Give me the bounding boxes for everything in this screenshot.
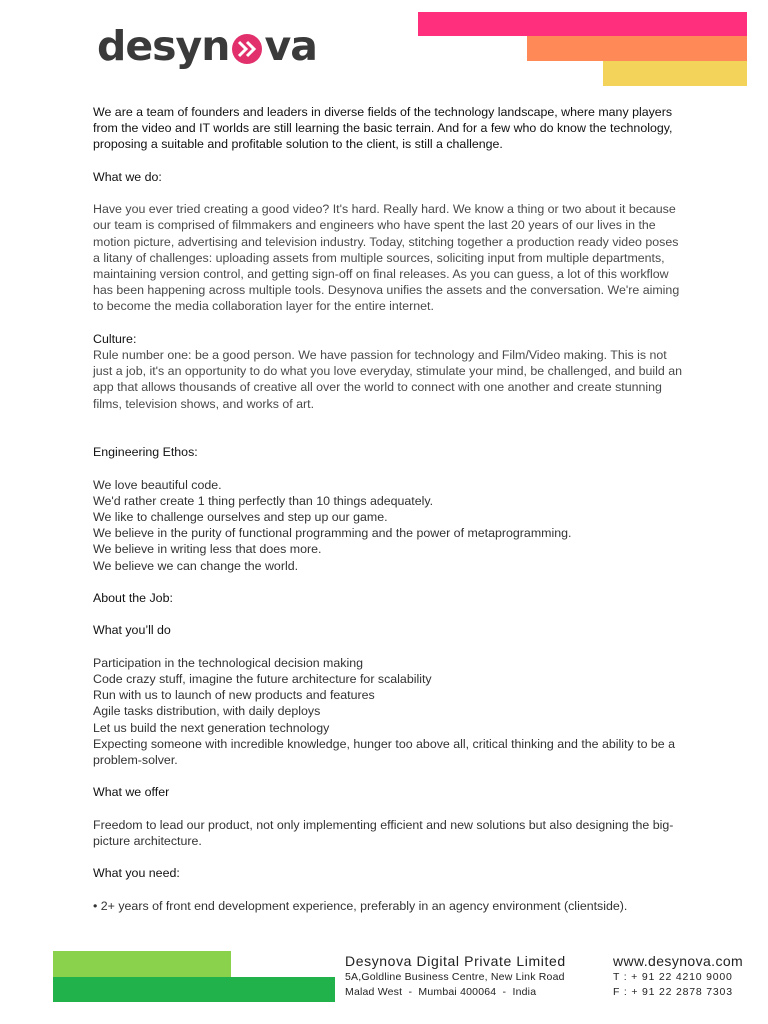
logo-play-icon <box>232 34 262 64</box>
responsibility-item: Code crazy stuff, imagine the future architecture for scalability <box>93 671 432 686</box>
intro-paragraph: We are a team of founders and leaders in diverse fields of the technology landscape, where many players from the video and IT worlds are still learning the basic terrain. And for a few who do know the technology, proposing a suitable and profitable solution to the client, is still a challenge. <box>93 105 673 152</box>
footer-website: www.desynova.com <box>613 953 744 969</box>
footer-phone: T : + 91 22 4210 9000 <box>613 971 733 983</box>
ethos-item: We believe in the purity of functional programming and the power of metaprogramming. <box>93 526 572 541</box>
ethos-item: We believe we can change the world. <box>93 558 299 573</box>
heading-about-the-job: About the Job: <box>93 591 173 605</box>
heading-culture: Culture: <box>93 331 137 346</box>
responsibility-item: Expecting someone with incredible knowledge, hunger too above all, critical thinking and the ability to be a problem-solver. <box>93 736 676 767</box>
heading-what-we-do: What we do: <box>93 169 162 184</box>
heading-what-youll-do: What you’ll do <box>93 623 171 638</box>
heading-what-we-offer: What we offer <box>93 785 170 800</box>
ethos-item: We love beautiful code. <box>93 477 222 492</box>
ethos-item: We like to challenge ourselves and step up our game. <box>93 510 388 524</box>
job-description <box>93 104 683 914</box>
what-we-offer-paragraph: Freedom to lead our product, not only implementing efficient and new solutions but also designing the big-picture architecture. <box>93 817 674 848</box>
responsibility-item: Let us build the next generation technology <box>93 720 330 735</box>
logo-text-left: desyn <box>97 22 230 70</box>
culture-paragraph: Rule number one: be a good person. We have passion for technology and Film/Video making. This is not just a job, it's an opportunity to do what you love everyday, stimulate your mind, be challenged, and build an app that allows thousands of creative all over the world to connect with one another and create stunning films, television shows, and works of art. <box>93 348 682 411</box>
heading-what-you-need: What you need: <box>93 866 180 881</box>
ethos-item: We'd rather create 1 thing perfectly than 10 things adequately. <box>93 493 434 508</box>
footer-address-line: 5A,Goldline Business Centre, New Link Road <box>345 971 565 983</box>
footer-fax: F : + 91 22 2878 7303 <box>613 986 733 998</box>
header-band-pink <box>418 12 747 36</box>
footer-band-light-green <box>53 951 231 977</box>
footer-address-line: Malad West - Mumbai 400064 - India <box>345 986 537 998</box>
what-we-do-paragraph: Have you ever tried creating a good video? It's hard. Really hard. We know a thing or two about it because our team is comprised of filmmakers and engineers who have spent the last 20 years of our lives in the motion picture, advertising and television industry. Today, stitching together a production ready video poses a litany of challenges: uploading assets from multiple sources, soliciting input from multiple departments, maintaining version control, and getting sign-off on final releases. As you can guess, a lot of this workflow has been happening across multiple tools. Desynova unifies the assets and the conversation. We're aiming to become the media collaboration layer for the entire internet. <box>93 202 680 314</box>
header-band-yellow <box>603 61 747 86</box>
desynova-logo <box>97 24 317 68</box>
footer-company-info <box>345 952 566 1000</box>
responsibility-item: Agile tasks distribution, with daily deploys <box>93 704 321 719</box>
footer-contact-info <box>613 952 743 1000</box>
requirement-item: • 2+ years of front end development experience, preferably in an agency environment (clientside). <box>93 898 628 913</box>
responsibility-item: Participation in the technological decision making <box>93 655 363 670</box>
footer-band-green <box>53 977 335 1002</box>
ethos-item: We believe in writing less that does more. <box>93 542 322 557</box>
header-band-orange <box>527 36 747 61</box>
footer-company-name: Desynova Digital Private Limited <box>345 953 566 969</box>
logo-text-right: va <box>264 22 317 70</box>
responsibility-item: Run with us to launch of new products and features <box>93 688 375 703</box>
heading-engineering-ethos: Engineering Ethos: <box>93 445 198 460</box>
